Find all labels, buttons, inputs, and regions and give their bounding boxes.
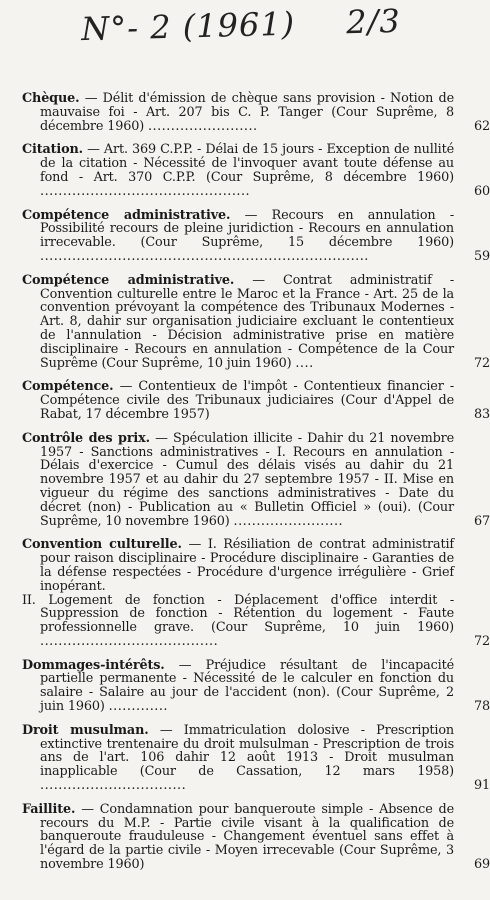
index-entry bbox=[22, 91, 490, 134]
entry-page-number: 62 bbox=[474, 118, 490, 134]
entry-page-number: 60 bbox=[474, 183, 490, 199]
index-entry bbox=[22, 272, 490, 371]
entry-text: — Condamnation pour banqueroute simple - Absence de recours du M.P. - Partie civile visant à la qualification de banqueroute frauduleuse - Changement éventuel sans effet à l'égard de la partie civile - Moyen irrecevable (Cour Suprême, 3 novembre 1960) bbox=[40, 801, 454, 873]
entry-leader: ........................ bbox=[147, 118, 258, 134]
handwritten-issue-number: N°- 2 (1961) bbox=[80, 4, 296, 49]
entry-page-number: 83 bbox=[474, 406, 490, 422]
entry-leader: ........................................................................ bbox=[40, 248, 369, 264]
entry-text: — Recours en annulation - Possibilité recours de pleine juridiction - Recours en annulation irrecevable. (Cour Suprême, 15 décembre 1960) bbox=[40, 207, 454, 251]
entry-keyword: Convention culturelle. bbox=[22, 537, 182, 553]
entry-leader: ........................ bbox=[233, 513, 344, 529]
entry-text: — Spéculation illicite - Dahir du 21 novembre 1957 - Sanctions administratives - I. Recours en annulation - Délais d'exercice - Cumul des délais visés au dahir du 21 novembre 1957 et au dahir du 27 septembre 1957 - II. Mise en vigueur du régime des sanctions administratives - Date du décret (non) - Publication au « Bulletin Officiel » (oui). (Cour Suprême, 10 novembre 1960) bbox=[40, 430, 455, 529]
entry-keyword: Contrôle des prix. bbox=[22, 430, 150, 446]
index-entry bbox=[22, 722, 490, 794]
entry-page-number: 67 bbox=[474, 513, 490, 529]
index-entry bbox=[22, 142, 490, 199]
entry-keyword: Compétence administrative. bbox=[22, 272, 235, 288]
index-entry bbox=[22, 801, 490, 873]
entry-subsection bbox=[22, 592, 454, 649]
entry-keyword: Chèque. bbox=[22, 91, 80, 106]
entry-keyword: Dommages-intérêts. bbox=[22, 657, 165, 673]
entry-keyword: Compétence. bbox=[22, 379, 114, 395]
entry-keyword: Droit musulman. bbox=[22, 722, 149, 738]
entry-page-number: 91 bbox=[474, 778, 490, 794]
index-entry bbox=[22, 430, 490, 529]
entry-keyword: Citation. bbox=[22, 142, 83, 158]
entry-text: — Préjudice résultant de l'incapacité partielle permanente - Nécessité de le calculer en fonction du salaire - Salaire au jour de l'accident (non). (Cour Suprême, 2 juin 1960) bbox=[40, 657, 454, 715]
entry-text: — Contrat administratif - Convention culturelle entre le Maroc et la France - Art. 25 de la convention prévoyant la compétence des Tribunaux Modernes - Art. 8, dahir sur organisation judiciaire excluant le contentieux de l'annulation - Décision administrative prise en matière disciplinaire - Recours en annulation - Compétence de la Cour Suprême (Cour Suprême, 10 juin 1960) bbox=[40, 272, 454, 371]
entry-text: — Délit d'émission de chèque sans provision - Notion de mauvaise foi - Art. 207 bis C. P. Tanger (Cour Suprême, 8 décembre 1960) bbox=[40, 91, 454, 134]
entry-subsection-text: II. Logement de fonction - Déplacement d'office interdit - Suppression de fonction - Rétention du logement - Faute professionnelle grave. (Cour Suprême, 10 juin 1960) bbox=[22, 592, 454, 636]
entry-page-number: 69 bbox=[474, 857, 490, 873]
entry-leader: .............................................. bbox=[40, 183, 251, 199]
entry-leader: ................................ bbox=[40, 778, 187, 794]
entry-text: — Art. 369 C.P.P. - Délai de 15 jours - Exception de nullité de la citation - Nécessité de l'invoquer avant toute défense au fond - Art. 370 C.P.P. (Cour Suprême, 8 décembre 1960) bbox=[40, 142, 454, 185]
handwritten-fraction: 2/3 bbox=[345, 1, 402, 42]
entry-leader: ............. bbox=[108, 699, 168, 715]
entry-text: — I. Résiliation de contrat administratif pour raison disciplinaire - Procédure disciplinaire - Garanties de la défense respectées - Procédure d'urgence irrégulière - Grief inopérant. bbox=[40, 537, 454, 594]
entry-leader: ....................................... bbox=[40, 633, 219, 649]
index-entry bbox=[22, 379, 490, 422]
entry-keyword: Compétence administrative. bbox=[22, 207, 231, 223]
entry-page-number: 59 bbox=[474, 248, 490, 264]
entry-page-number: 72 bbox=[474, 355, 490, 371]
entry-keyword: Faillite. bbox=[22, 801, 76, 817]
index-list bbox=[0, 91, 490, 879]
entry-leader: .... bbox=[295, 355, 314, 371]
entry-text: — Immatriculation dolosive - Prescription extinctive trentenaire du droit mulsulman - Prescription de trois ans de l'art. 106 dahir 12 août 1913 - Droit musulman inapplicable (Cour de Cassation, 12 mars 1958) bbox=[40, 722, 454, 780]
entry-text: — Contentieux de l'impôt - Contentieux financier - Compétence civile des Tribunaux judiciaires (Cour d'Appel de Rabat, 17 décembre 1957) bbox=[40, 379, 454, 422]
index-entry bbox=[22, 207, 490, 264]
handwritten-annotation bbox=[0, 0, 482, 50]
entry-page-number: 72 bbox=[474, 633, 490, 649]
index-entry bbox=[22, 537, 490, 649]
entry-page-number: 78 bbox=[474, 699, 490, 715]
index-entry bbox=[22, 657, 490, 715]
